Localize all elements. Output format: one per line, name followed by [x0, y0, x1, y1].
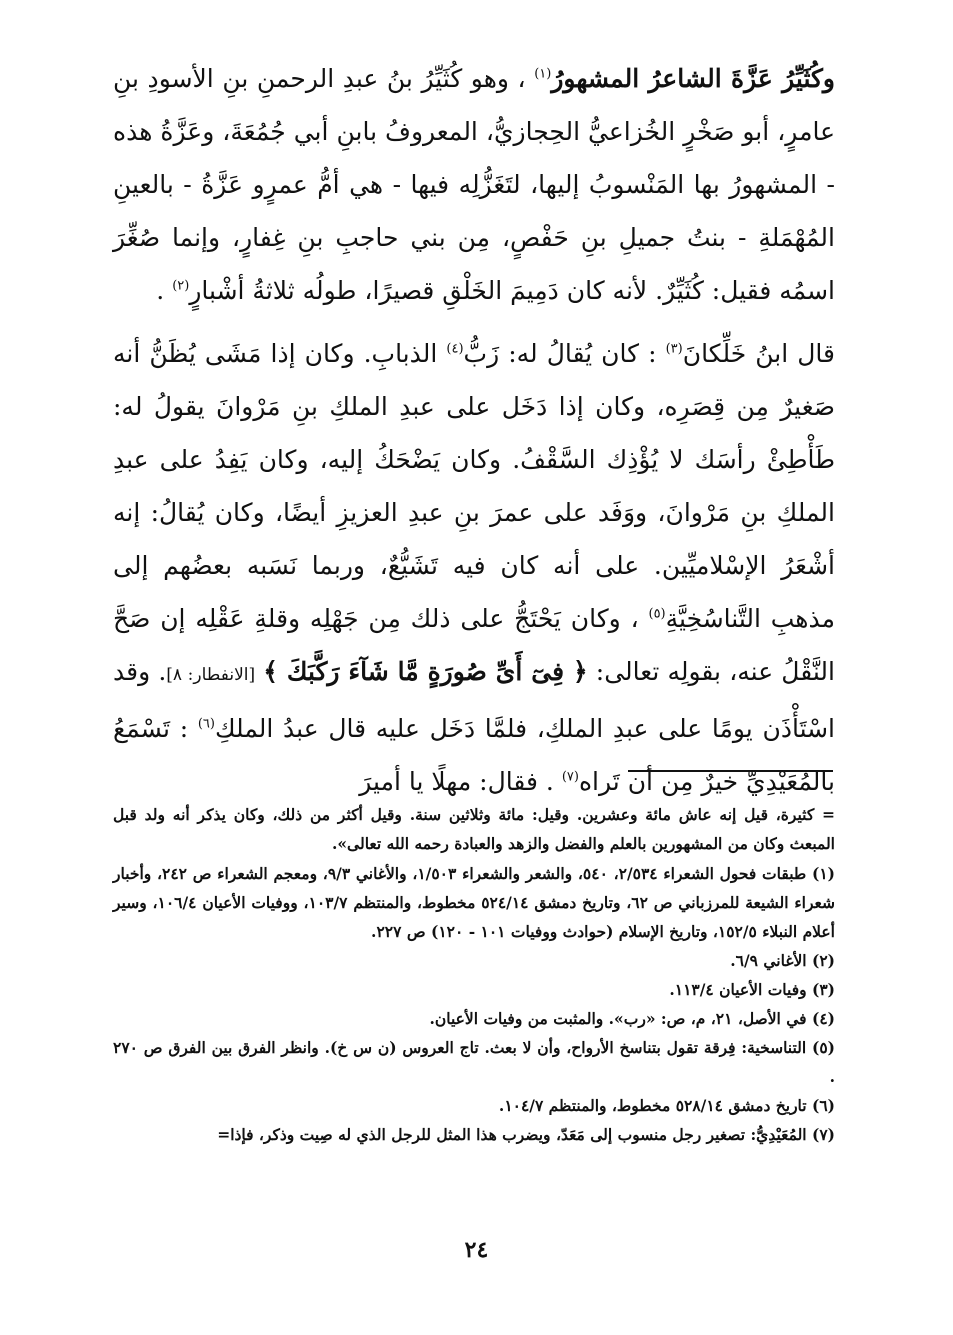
footnote-marker-1: (١)	[534, 66, 552, 82]
paragraph-kuthayyir	[113, 52, 835, 317]
paragraph-text: ، وكان يَحْتَجُّ على ذلك مِن جَهْلِه وقلةِ عَقْلِه إن صَحَّ النَّقْلُ عنه، بقولِه تعالى:	[113, 604, 835, 686]
footnote-marker-7: (٧)	[561, 769, 579, 785]
lead-phrase: وكُثَيِّرُ عَزَّةَ الشاعرُ المشهورُ	[551, 64, 835, 93]
footnote-6: (٦) تاريخ دمشق ٥٢٨/١٤ مخطوط، والمنتظم ١٠٤/٧.	[498, 1096, 835, 1115]
footnote-4: (٤) في الأصل، ٢١، م، ص: «رب». والمثبت من وفيات الأعيان.	[429, 1009, 835, 1028]
footnote-2: (٢) الأغاني ٦/٩.	[730, 951, 835, 970]
footnote-5: (٥) التناسخية: فِرقة تقول بتناسخ الأرواح، وأن لا بعث. تاج العروس (ن س خ). وانظر الفرق بين الفرق ص ٢٧٠ .	[113, 1038, 835, 1086]
paragraph-text: . وقد اسْتَأْذَن يومًا على عبدِ الملكِ، فلمَّا دَخَل عليه قال عبدُ الملكِ	[113, 657, 836, 743]
main-text	[113, 52, 835, 808]
page-number: ٢٤	[464, 1237, 489, 1263]
footnote-marker-6: (٦)	[197, 716, 215, 732]
footnote-continued: = كثيرة، قيل إنه عاش مائة وعشرين. وقيل: مائة وثلاثين سنة. وقيل أكثر من ذلك، وكان يذكر أنه ولد قبل المبعث وكان من المشهورين بالعلم والفضل والزهد والعبادة رحمه الله تعالى».	[113, 805, 835, 853]
paragraph-text: ، وهو كُثَيِّرُ بنُ عبدِ الرحمنِ بنِ الأسودِ بنِ عامرٍ، أبو صَخْرٍ الخُزاعيُّ الحِجازيُّ، المعروفُ بابنِ أبي جُمُعَةَ، وعَزَّةُ هذه - المشهورُ بها المَنْسوبُ إليها، لتَغَزُّلِه فيها - هي أمُّ عمرٍو عَزَّةُ - بالعينِ المُهْمَلةِ - بنتُ جميلِ بنِ حَفْصٍ، مِن بني حاجبِ بنِ غِفارٍ، وإنما صُغِّرَ اسمُه فقيل: كُثَيِّرٌ. لأنه كان دَمِيمَ الخَلْقِ قصيرًا، طولُه ثلاثةُ أشْبارٍ	[113, 64, 836, 305]
quran-reference: [الانفطار: ٨]	[166, 665, 256, 685]
paragraph-text: . فقال: مهلًا يا أميرَ	[359, 767, 554, 796]
paragraph-text: الذبابِ. وكان إذا مَشَى يُظَنُّ أنه صَغيرٌ مِن قِصَرِه، وكان إذا دَخَل على عبدِ الملكِ بنِ مَرْوانَ يقولُ له: طَأْطِئْ رأسَك لا يُؤْذِك السَّقْفُ. وكان يَضْحَكُ إليه، وكان يَفِدُ على عبدِ الملكِ بنِ مَرْوانَ، ووَفَد على عمرَ بنِ عبدِ العزيزِ أيضًا، وكان يُقالُ: إنه أشْعَرُ الإسْلاميِّين. على أنه كان فيه تَشَيُّعٌ، وربما نَسَبه بعضُهم إلى مذهبِ التَّناسُخِيَّةِ	[113, 339, 836, 633]
footnote-separator	[628, 770, 833, 772]
paragraph-end: .	[156, 276, 165, 305]
footnote-marker-3: (٣)	[665, 341, 683, 357]
footnote-7: (٧) المُعَيْدِيُّ: تصغير رجل منسوب إلى مَعَدّ، ويضرب هذا المثل للرجل الذي له صِيت وذكر، فإذا=	[217, 1125, 835, 1144]
footnote-1: (١) طبقات فحول الشعراء ٢/٥٣٤، ٥٤٠، والشعر والشعراء ١/٥٠٣، والأغاني ٩/٣، ومعجم الشعراء ص ٢٤٢، وأخبار شعراء الشيعة للمرزباني ص ٦٢، وتاريخ دمشق ٥٢٤/١٤ مخطوط، والمنتظم ١٠٣/٧، ووفيات الأعيان ١٠٦/٤، وسير أعلام النبلاء ١٥٢/٥، وتاريخ الإسلام (حوادث ووفيات ١٠١ - ١٢٠) ص ٢٢٧.	[113, 864, 836, 941]
quran-verse: ﴿ فِىٓ أَىِّ صُورَةٍ مَّا شَآءَ رَكَّبَكَ ﴾	[263, 657, 588, 686]
paragraph-text: : تَسْمَعُ بالمُعَيْدِيِّ خيرٌ مِن أن تَراه	[113, 714, 835, 796]
paragraph-text: قال ابنُ خَلِّكانَ	[682, 339, 835, 368]
paragraph-text: : كان يُقالُ له: زَبُّ	[463, 339, 657, 368]
footnote-marker-2: (٢)	[172, 278, 190, 294]
footnote-marker-4: (٤)	[446, 341, 464, 357]
footnote-marker-5: (٥)	[648, 606, 666, 622]
footnotes	[113, 800, 835, 1149]
paragraph-ibn-khallikan	[113, 327, 835, 808]
footnote-3: (٣) وفيات الأعيان ١١٣/٤.	[669, 980, 835, 999]
